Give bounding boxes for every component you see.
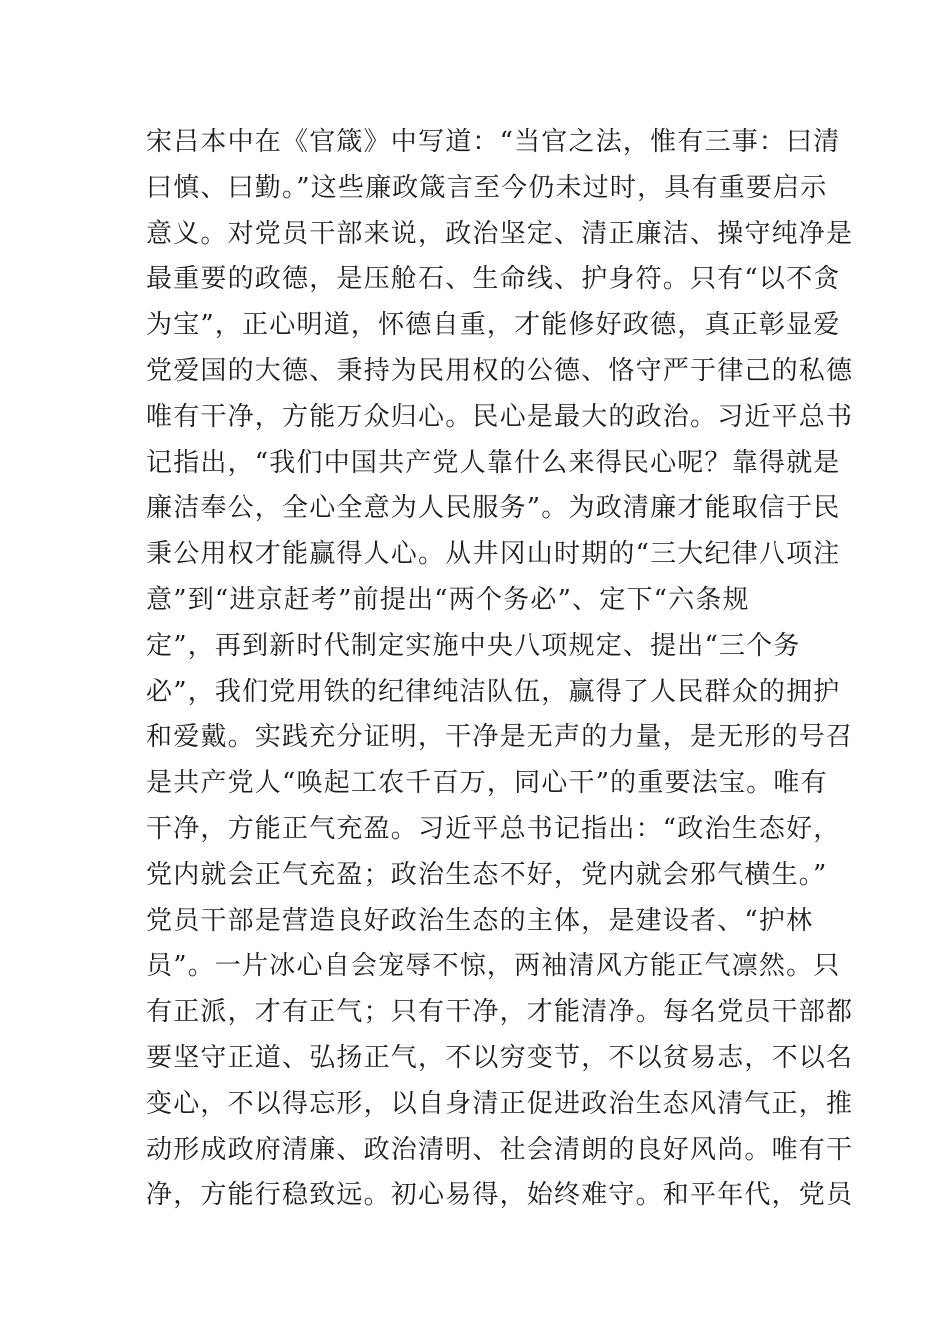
text-line: 廉洁奉公，全心全意为人民服务”。为政清廉才能取信于民 [146, 493, 841, 524]
text-line: 宋吕本中在《官箴》中写道：“当官之法，惟有三事：曰清 [146, 127, 841, 157]
text-line: 党内就会正气充盈；政治生态不好，党内就会邪气横生。” [146, 859, 828, 890]
text-line: 意义。对党员干部来说，政治坚定、清正廉洁、操守纯净是 [146, 218, 854, 249]
body-text [146, 120, 854, 1219]
text-line: 党员干部是营造良好政治生态的主体，是建设者、“护林 [146, 905, 814, 936]
text-line: 和爱戴。实践充分证明，干净是无声的力量，是无形的号召 [146, 722, 854, 753]
text-line: 定”，再到新时代制定实施中央八项规定、提出“三个务 [146, 630, 801, 661]
text-line: 变心，不以得忘形，以自身清正促进政治生态风清气正，推 [146, 1088, 854, 1119]
text-line: 意”到“进京赶考”前提出“两个务必”、定下“六条规 [146, 584, 750, 615]
text-line: 动形成政府清廉、政治清明、社会清朗的良好风尚。唯有干 [146, 1134, 854, 1165]
text-line: 为宝”，正心明道，怀德自重，才能修好政德，真正彰显爱 [146, 310, 841, 341]
text-line: 有正派，才有正气；只有干净，才能清净。每名党员干部都 [146, 997, 854, 1028]
text-line: 唯有干净，方能万众归心。民心是最大的政治。习近平总书 [146, 401, 854, 432]
text-line: 干净，方能正气充盈。习近平总书记指出：“政治生态好， [146, 813, 841, 844]
text-line: 记指出，“我们中国共产党人靠什么来得民心呢？靠得就是 [146, 447, 841, 478]
text-line: 净，方能行稳致远。初心易得，始终难守。和平年代，党员 [146, 1180, 854, 1211]
text-line: 最重要的政德，是压舱石、生命线、护身符。只有“以不贪 [146, 264, 841, 295]
text-line: 秉公用权才能赢得人心。从井冈山时期的“三大纪律八项注 [146, 539, 841, 570]
text-line: 是共产党人“唤起工农千百万，同心干”的重要法宝。唯有 [146, 768, 828, 799]
text-line: 必”，我们党用铁的纪律纯洁队伍，赢得了人民群众的拥护 [146, 676, 841, 707]
text-line: 要坚守正道、弘扬正气，不以穷变节，不以贫易志，不以名 [146, 1042, 854, 1073]
text-line: 党爱国的大德、秉持为民用权的公德、恪守严于律己的私德 [146, 355, 854, 386]
text-line: 曰慎、曰勤。”这些廉政箴言至今仍未过时，具有重要启示 [146, 172, 828, 203]
text-line: 员”。一片冰心自会宠辱不惊，两袖清风方能正气凛然。只 [146, 951, 841, 982]
